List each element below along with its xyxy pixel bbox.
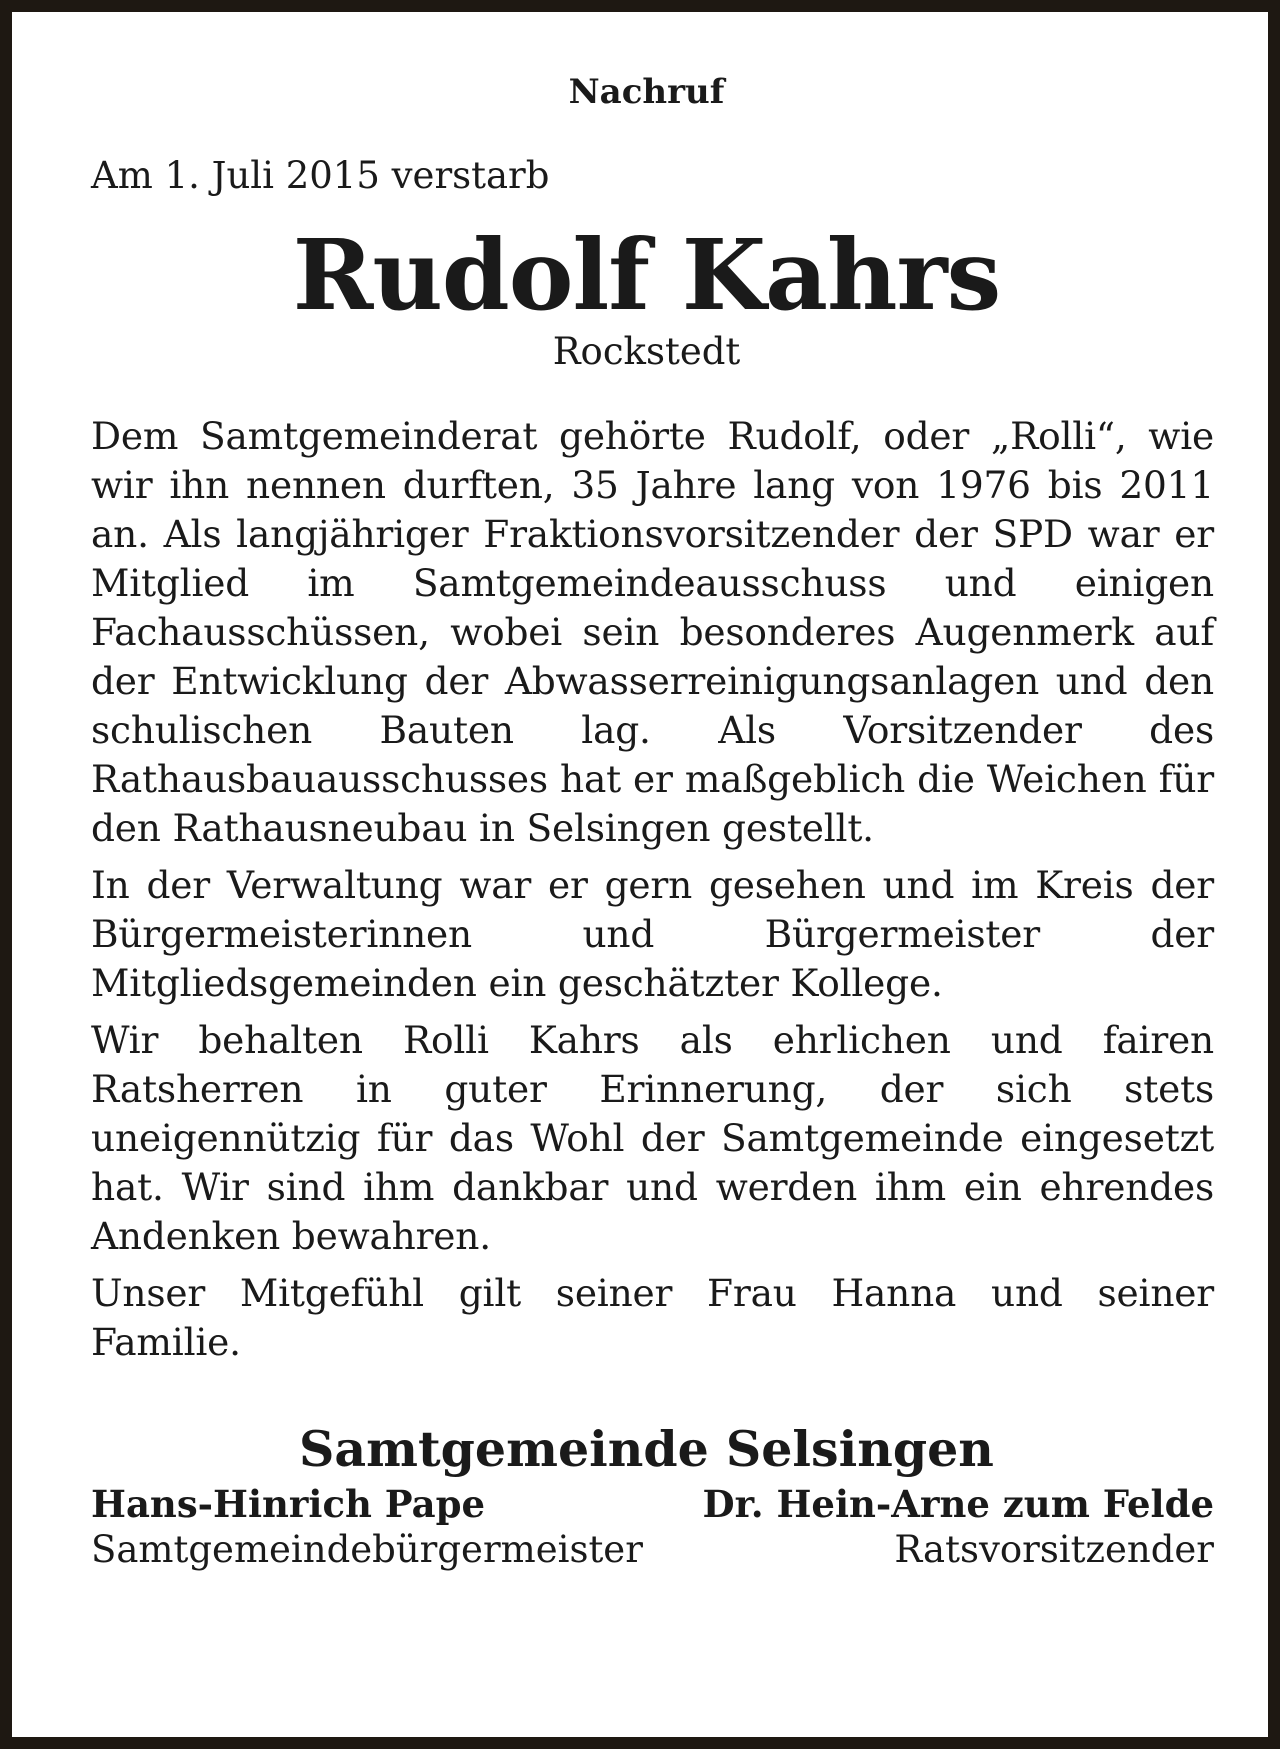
body-paragraph: Dem Samtgemeinderat gehörte Rudolf, oder „Rolli“, wie wir ihn nennen durften, 35 Jahre lang von 1976 bis 2011 an. Als langjähriger Fraktionsvorsitzender der SPD war er Mitglied im Samtgemeindeausschuss und einigen Fachausschüssen, wobei sein besonderes Augenmerk auf der Entwicklung der Abwasserreinigungsanlagen und den schulischen Bauten lag. Als Vorsitzender des Rathausbauausschusses hat er maßgeblich die Weichen für den Rathausneubau in Selsingen gestellt.: [91, 414, 1214, 850]
body-paragraph: Wir behalten Rolli Kahrs als ehrlichen und fairen Ratsherren in guter Erinnerung, der sich stets uneigennützig für das Wohl der Samtgemeinde eingesetzt hat. Wir sind ihm dankbar und werden ihm ein ehrendes Andenken bewahren.: [91, 1018, 1214, 1258]
signatories: [91, 1481, 1214, 1573]
signer-name: Hans-Hinrich Pape: [91, 1482, 486, 1526]
body-paragraph: In der Verwaltung war er gern gesehen und im Kreis der Bürgermeisterinnen und Bürgermeister der Mitgliedsgemeinden ein geschätzter Kollege.: [91, 863, 1214, 1005]
signer-role: Ratsvorsitzender: [894, 1528, 1214, 1571]
signer-name: Dr. Hein-Arne zum Felde: [702, 1482, 1214, 1526]
deceased-name: Rudolf Kahrs: [292, 218, 1001, 332]
death-date-line: Am 1. Juli 2015 verstarb: [91, 154, 550, 197]
signer-mayor: [91, 1481, 643, 1573]
notice-body: [91, 412, 1214, 1367]
body-paragraph: Unser Mitgefühl gilt seiner Frau Hanna und seiner Familie.: [91, 1271, 1214, 1364]
organization-name: Samtgemeinde Selsingen: [299, 1420, 994, 1478]
notice-heading: Nachruf: [568, 72, 725, 112]
notice-content: [79, 72, 1214, 1573]
signer-role: Samtgemeindebürgermeister: [91, 1528, 643, 1571]
deceased-hometown: Rockstedt: [552, 330, 741, 373]
signer-council-chair: [703, 1481, 1214, 1573]
